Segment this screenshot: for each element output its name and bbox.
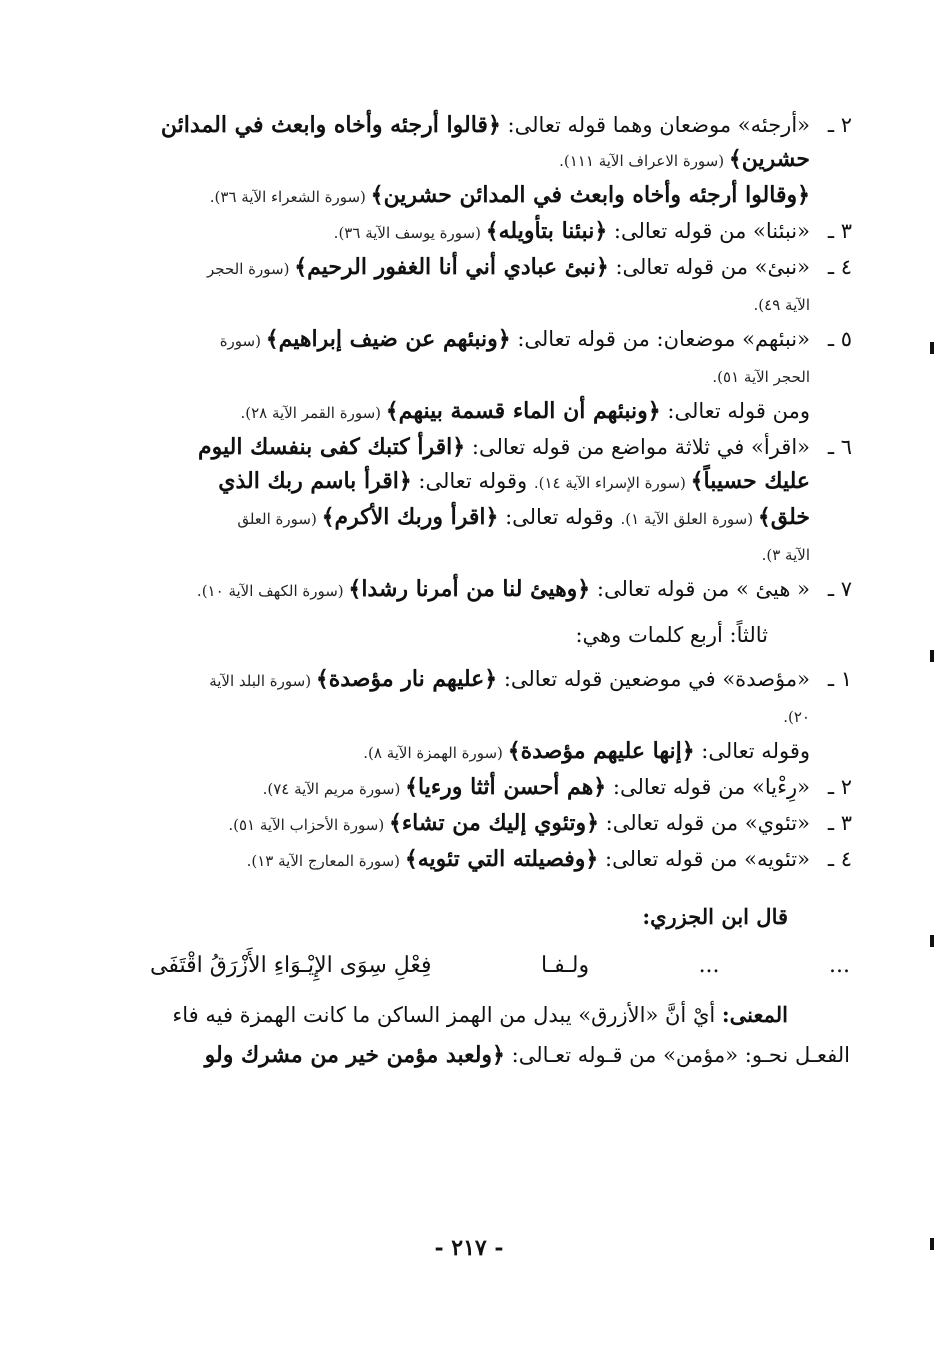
item-line (150, 806, 850, 842)
list-item (150, 572, 850, 608)
surah-reference: (سورة الاعراف الآية ١١١). (559, 152, 729, 170)
surah-reference: (سورة الكهف الآية ١٠). (196, 582, 349, 600)
quran-verse: ﴿عليهم نار مؤصدة﴾ (315, 666, 498, 692)
line-text (762, 536, 810, 572)
line-text (240, 394, 810, 430)
meaning-line (150, 998, 850, 1032)
section-heading: ثالثاً: أربع كلمات وهي: (575, 623, 768, 647)
surah-reference: (سورة المعارج الآية ١٣). (246, 852, 405, 870)
item-number: ٢ ـ (827, 775, 852, 799)
body-text: «مؤصدة» في موضعين قوله تعالى: (497, 667, 810, 691)
list-item (150, 662, 850, 770)
line-text (559, 142, 810, 178)
quran-verse: خلق﴾ (757, 504, 810, 530)
item-line (150, 322, 850, 358)
item-line (150, 770, 850, 806)
item-line (150, 286, 850, 322)
margin-mark (930, 650, 934, 662)
list-item (150, 770, 850, 806)
line-text (197, 572, 810, 608)
line-text (218, 464, 810, 500)
quran-verse: ﴿وفصيلته التي تئويه﴾ (404, 846, 599, 872)
body-text: وقوله تعالى: (694, 739, 810, 763)
poet-heading: قال ابن الجزري: (642, 904, 788, 929)
line-text (220, 322, 810, 358)
quran-verse: ﴿إنها عليهم مؤصدة﴾ (507, 738, 695, 764)
item-number: ١ ـ (827, 667, 852, 691)
surah-reference: الحجر الآية ٥١). (712, 368, 810, 386)
line-text (263, 770, 810, 806)
item-line (150, 430, 850, 464)
item-line (150, 662, 850, 698)
quran-verse: حشرين﴾ (728, 146, 810, 172)
page-content (150, 108, 850, 1072)
line-text (712, 358, 810, 394)
item-line (150, 698, 850, 734)
line-text (237, 500, 810, 536)
item-line (150, 842, 850, 878)
meaning-line (150, 1038, 850, 1072)
meaning-label: المعنى: (721, 1002, 788, 1027)
poem-word: ولـفـا (541, 953, 590, 978)
quran-verse: ﴿ونبئهم عن ضيف إبراهيم﴾ (265, 326, 511, 352)
poem-verse (150, 944, 850, 988)
list-item (150, 322, 850, 430)
item-line (150, 500, 850, 536)
surah-reference: الآية ٤٩). (753, 296, 810, 314)
quran-verse: ﴿ونبئهم أن الماء قسمة بينهم﴾ (385, 398, 661, 424)
item-line (150, 734, 850, 770)
list-item (150, 250, 850, 322)
margin-mark (930, 342, 934, 354)
item-number: ٣ ـ (827, 219, 852, 243)
surah-reference: (سورة مريم الآية ٧٤). (262, 780, 406, 798)
body-text: ومن قوله تعالى: (660, 399, 810, 423)
surah-reference: (سورة العلق (237, 510, 322, 528)
surah-reference: ٢٠). (783, 708, 810, 726)
list-item (150, 214, 850, 250)
item-number: ٦ ـ (827, 435, 852, 459)
body-text: «رِءْيا» من قوله تعالى: (606, 775, 810, 799)
quran-verse: ﴿نبئنا بتأويله﴾ (485, 218, 608, 244)
quran-verse: ﴿اقرأ باسم ربك الذي (218, 468, 412, 494)
surah-reference: (سورة العلق الآية ١). (620, 510, 758, 528)
body-text: «تئوي» من قوله تعالى: (599, 811, 810, 835)
line-text (363, 734, 810, 770)
item-line (150, 250, 850, 286)
line-text (198, 430, 810, 464)
line-text (228, 806, 810, 842)
body-text: « هيئ » من قوله تعالى: (590, 577, 810, 601)
body-text: «تئويه» من قوله تعالى: (598, 847, 810, 871)
item-line (150, 572, 850, 608)
quran-verse: ﴿وهيئ لنا من أمرنا رشدا﴾ (348, 576, 591, 602)
item-line (150, 142, 850, 178)
line-text (209, 662, 810, 698)
quran-verse: ﴿اقرأ وربك الأكرم﴾ (321, 504, 499, 530)
line-text (210, 178, 810, 214)
quran-verse: ﴿ولعبد مؤمن خير من مشرك ولو (204, 1042, 505, 1068)
line-text (783, 698, 810, 734)
item-number: ٤ ـ (827, 847, 852, 871)
quran-verse: ﴿اقرأ كتبك كفى بنفسك اليوم (198, 434, 466, 460)
surah-reference: (سورة الهمزة الآية ٨). (363, 744, 508, 762)
list-item (150, 806, 850, 842)
spacer (150, 608, 850, 618)
spacer (150, 878, 850, 900)
line-text (754, 286, 810, 322)
item-line (150, 394, 850, 430)
surah-reference: (سورة الأحزاب الآية ٥١). (228, 816, 389, 834)
surah-reference: (سورة الشعراء الآية ٣٦). (209, 188, 371, 206)
surah-reference: (سورة الإسراء الآية ١٤). (533, 474, 691, 492)
item-line (150, 214, 850, 250)
item-line (150, 178, 850, 214)
surah-reference: (سورة يوسف الآية ٣٦). (333, 224, 486, 242)
item-number: ٢ ـ (827, 113, 852, 137)
quran-verse: ﴿وتئوي إليك من تشاء﴾ (388, 810, 599, 836)
meaning-text: أيْ أنَّ «الأزرق» يبدل من الهمز الساكن ما كانت الهمزة فيه فاء (172, 1003, 722, 1027)
list-item (150, 842, 850, 878)
margin-mark (930, 1238, 934, 1250)
line-text (334, 214, 810, 250)
spacer (150, 652, 850, 662)
line-text (161, 108, 810, 142)
list-item (150, 108, 850, 214)
surah-reference: (سورة البلد الآية (209, 672, 316, 690)
margin-mark (930, 935, 934, 947)
body-text: «نبئ» من قوله تعالى: (608, 255, 810, 279)
body-text: «نبئنا» من قوله تعالى: (607, 219, 810, 243)
poem-hemistich: فِعْلِ سِوَى الإِيْـوَاءِ الأَزْرَقُ اقْتَفَى (150, 953, 432, 978)
item-line (150, 464, 850, 500)
item-number: ٥ ـ (827, 327, 852, 351)
item-number: ٤ ـ (827, 255, 852, 279)
surah-reference: (سورة القمر الآية ٢٨). (240, 404, 386, 422)
body-text: وقوله تعالى: (411, 469, 534, 493)
body-text: «اقرأ» في ثلاثة مواضع من قوله تعالى: (465, 435, 810, 459)
spacer (150, 988, 850, 998)
poem-dots: ... (698, 953, 720, 978)
quran-verse: ﴿قالوا أرجئه وأخاه وابعث في المدائن (160, 112, 501, 138)
item-number: ٣ ـ (827, 811, 852, 835)
item-number: ٧ ـ (827, 577, 852, 601)
item-line (150, 108, 850, 142)
meaning-text: الفعـل نحـو: «مؤمن» من قـوله تعـالى: (504, 1043, 850, 1067)
item-line (150, 536, 850, 572)
line-text (247, 842, 810, 878)
quran-verse: ﴿هم أحسن أثثا ورءيا﴾ (405, 774, 607, 800)
surah-reference: (سورة (219, 332, 266, 350)
poem-dots: ... (829, 953, 850, 978)
surah-reference: (سورة الحجر (207, 260, 295, 278)
list-item (150, 430, 850, 572)
item-line (150, 358, 850, 394)
quran-verse: عليك حسيباً﴾ (690, 468, 810, 494)
quran-verse: ﴿وقالوا أرجئه وأخاه وابعث في المدائن حشرين﴾ (370, 182, 810, 208)
page-number: - ٢١٧ - (434, 1235, 504, 1261)
body-text: «نبئهم» موضعان: من قوله تعالى: (510, 327, 810, 351)
line-text (207, 250, 810, 286)
body-text: «أرجئه» موضعان وهما قوله تعالى: (500, 113, 810, 137)
quran-verse: ﴿نبئ عبادي أني أنا الغفور الرحيم﴾ (294, 254, 609, 280)
body-text: وقوله تعالى: (498, 505, 621, 529)
surah-reference: الآية ٣). (761, 546, 810, 564)
